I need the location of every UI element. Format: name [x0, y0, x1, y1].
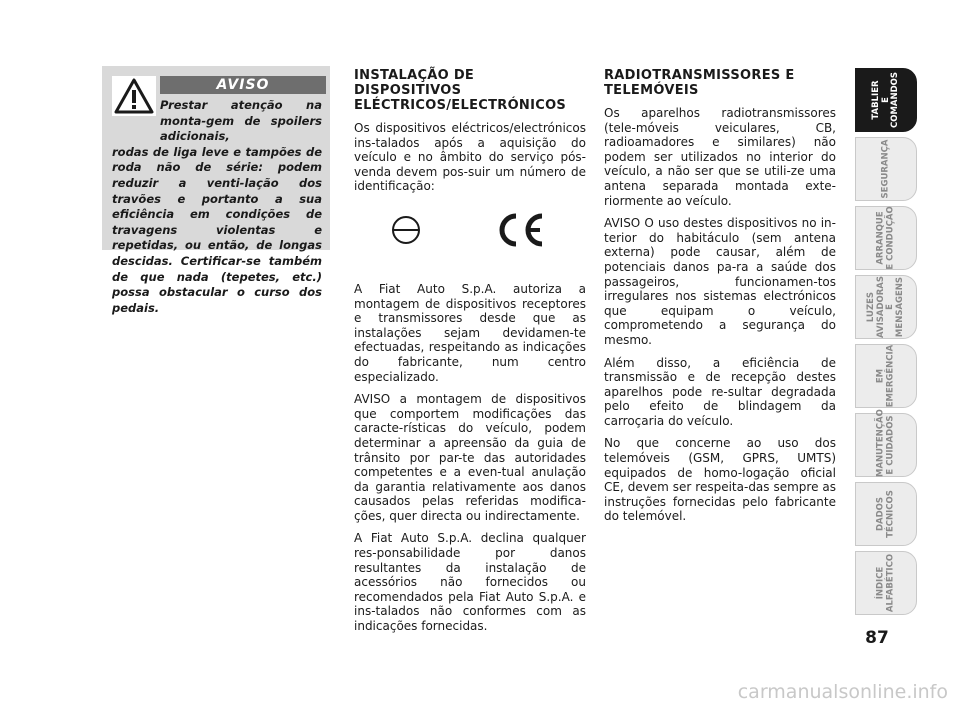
tab-label: SEGURANÇA	[880, 139, 891, 199]
installation-paragraph-4: A Fiat Auto S.p.A. declina qualquer res-ponsabilidade por danos resultantes da instalação de acessórios não fornecidos ou recomendados pela Fiat Auto S.p.A. e ins-talados não conformes com as indicações fornecidas.	[354, 531, 586, 634]
installation-paragraph-2: A Fiat Auto S.p.A. autoriza a montagem de dispositivos receptores e transmissores desde que as instalações sejam devidamen-te efectuadas, respeitando as indicações do fabricante, num centro especializado.	[354, 281, 586, 384]
tab-manutencao[interactable]	[855, 409, 917, 477]
installation-section	[354, 68, 586, 642]
warning-text-rest: rodas de liga leve e tampões de roda não de série: podem reduzir a venti-lação dos travões e portanto a sua eficiência em condições de travagens violentas e repetidas, ou então, de longas descidas. Certificar-se também de que nada (tepetes, etc.) possa obstacular o curso dos pedais.	[112, 144, 322, 315]
warning-text-indent: Prestar atenção na monta-gem de spoilers adicionais,	[160, 98, 322, 144]
installation-paragraph-3: AVISO a montagem de dispositivos que comportem modificações das caracte-rísticas do veículo, podem determinar a apreensão da guia de trânsito por par-te das autoridades competentes e a even-tual anulação da garantia relativamente aos danos causados pelas referidas modifica-ções, quer directa ou indirectamente.	[354, 392, 586, 523]
certification-symbols	[354, 202, 586, 272]
radio-paragraph-3: Além disso, a eficiência de transmissão e de recepção destes aparelhos pode re-sultar degradada pelo efeito de blindagem da carroçaria do veículo.	[604, 355, 836, 428]
radio-title: RADIOTRANSMISSORES E TELEMÓVEIS	[604, 68, 795, 98]
installation-paragraph-1: Os dispositivos eléctricos/electrónicos ins-talados após a aquisição do veículo e no âmbito do serviço pós-venda devem pos-suir um número de identificação:	[354, 121, 586, 194]
section-tabs	[855, 68, 917, 620]
radio-paragraph-2: AVISO O uso destes dispositivos no in-terior do habitáculo (sem antena externa) pode causar, além de potenciais danos pa-ra a saúde dos passageiros, funcionamen-tos irregulares nos sistemas electrónicos que equipam o veículo, comprometendo a segurança do mesmo.	[604, 216, 836, 347]
warning-header: AVISO	[160, 76, 326, 94]
tab-indice[interactable]	[855, 551, 917, 615]
radio-paragraph-4: No que concerne ao uso dos telemóveis (GSM, GPRS, UMTS) equipados de homo-logação oficial CE, devem ser respeita-das sempre as instruções fornecidas pelo fabricante do telemóvel.	[604, 436, 836, 524]
tab-label: MANUTENÇÃO E CUIDADOS	[875, 409, 895, 477]
tab-label: EM EMERGÊNCIA	[875, 344, 895, 408]
tab-seguranca[interactable]	[855, 137, 917, 201]
warning-text	[102, 98, 326, 316]
watermark: carmanualsonline.info	[737, 681, 948, 703]
e-mark-icon	[390, 214, 422, 246]
tab-tablier[interactable]	[855, 68, 917, 132]
tab-label: DADOS TÉCNICOS	[875, 490, 895, 538]
radio-section	[604, 68, 836, 532]
tab-dados[interactable]	[855, 482, 917, 546]
tab-label: ARRANQUE E CONDUÇÃO	[875, 206, 895, 270]
tab-label: LUZES AVISADORAS E MENSAGENS	[866, 276, 905, 338]
warning-box	[102, 66, 330, 315]
tab-arranque[interactable]	[855, 206, 917, 270]
tab-label: ÍNDICE ALFABÉTICO	[875, 553, 895, 613]
tab-label: TABLIER E COMANDOS	[870, 71, 900, 129]
tab-luzes[interactable]	[855, 275, 917, 339]
ce-mark-icon	[494, 212, 546, 248]
tab-emergencia[interactable]	[855, 344, 917, 408]
page-number: 87	[865, 628, 889, 648]
installation-title: INSTALAÇÃO DE DISPOSITIVOS ELÉCTRICOS/ELECTRÓNICOS	[354, 68, 567, 113]
radio-paragraph-1: Os aparelhos radiotransmissores (tele-móveis veiculares, CB, radioamadores e similares) não podem ser utilizados no interior do veículo, a não ser que se utili-ze uma antena separada montada exte-riormente ao veículo.	[604, 106, 836, 208]
